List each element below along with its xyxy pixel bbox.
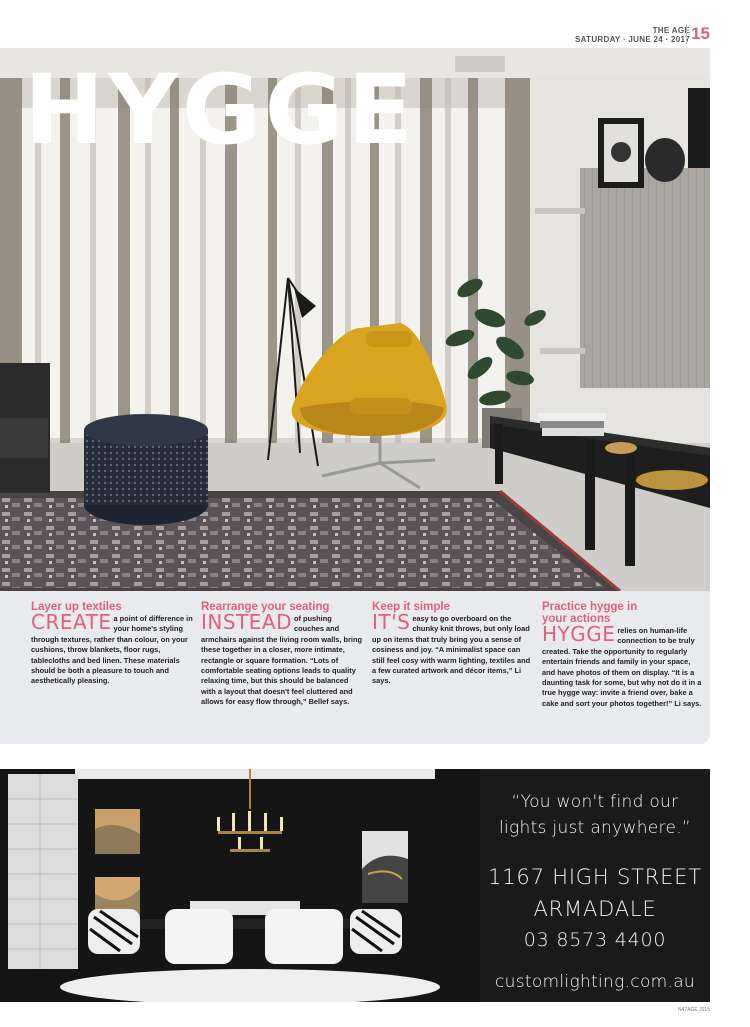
lighting-advertisement [0, 769, 710, 1002]
issue-date: SATURDAY · JUNE 24 · 2017 [575, 35, 690, 44]
tip-heading: Keep it simple [372, 601, 450, 613]
ad-address-street: 1167 HIGH STREET [488, 865, 702, 889]
dining-room-illustration [0, 769, 480, 1002]
page-title: HYGGE [24, 54, 418, 166]
tip-body [372, 610, 534, 687]
tip-keep-it-simple [372, 601, 534, 687]
drop-cap: CREATE [31, 610, 112, 634]
tip-body [201, 610, 363, 708]
ad-copy [480, 789, 710, 993]
ad-phone-number: 03 8573 4400 [523, 929, 667, 951]
hero-photo [0, 48, 710, 591]
tip-heading: Rearrange your seating [201, 601, 330, 613]
tip-heading: Layer up textiles [31, 601, 122, 613]
tip-layer-up-textiles [31, 601, 193, 687]
drop-cap: INSTEAD [201, 610, 292, 634]
tip-text: a point of difference in your home's styling through textures, rather than colour, on your cushions, throw blankets, floor rugs, tablecloths and bed linen. These materials should be both a pleasure to touch and aesthetically pleasing. [31, 614, 193, 686]
ad-tagline-line-1: “You won't find our [511, 792, 679, 812]
ad-tagline-line-2: lights just anywhere.” [498, 818, 692, 838]
tip-text: relies on human-life connection to be truly created. Take the opportunity to regularly entertain friends and family in your space, and have photos of them on display. “It is a daunting task for some, but why not do it in a true hygge way: invite a friend over, bake a cake and sort your photos together!” Li says. [542, 626, 702, 708]
drop-cap: IT'S [372, 610, 411, 634]
tip-heading: Practice hygge in your actions [542, 601, 638, 625]
tip-text: of pushing couches and armchairs against the living room walls, bring these together in a closer, more intimate, rectangle or square formation. “Lots of comfortable seating options leads to quality relaxing time, but this should be balanced with a layout that doesn't feel cluttered and allows for easy flow through,” Bellef says. [201, 614, 362, 707]
drop-cap: HYGGE [542, 622, 616, 646]
newspaper-name: THE AGE [652, 26, 690, 35]
tip-body [31, 610, 193, 687]
tip-rearrange-seating [201, 601, 363, 708]
ad-website-link[interactable]: customlighting.com.au [495, 972, 695, 992]
tip-practice-hygge [542, 601, 702, 709]
tip-body [542, 622, 702, 709]
print-code: N47AGE J015 [678, 1007, 710, 1013]
masthead [575, 26, 690, 45]
page-number: 15 [686, 24, 710, 44]
ad-address-suburb: ARMADALE [533, 897, 657, 921]
tip-text: easy to go overboard on the chunky knit throws, but only load up on items that truly bring you a sense of cosiness and joy. “A minimalist space can still feel cosy with warm lighting, textiles and a few curated artwork and décor items,” Li says. [372, 614, 531, 686]
tips-band [0, 591, 710, 744]
